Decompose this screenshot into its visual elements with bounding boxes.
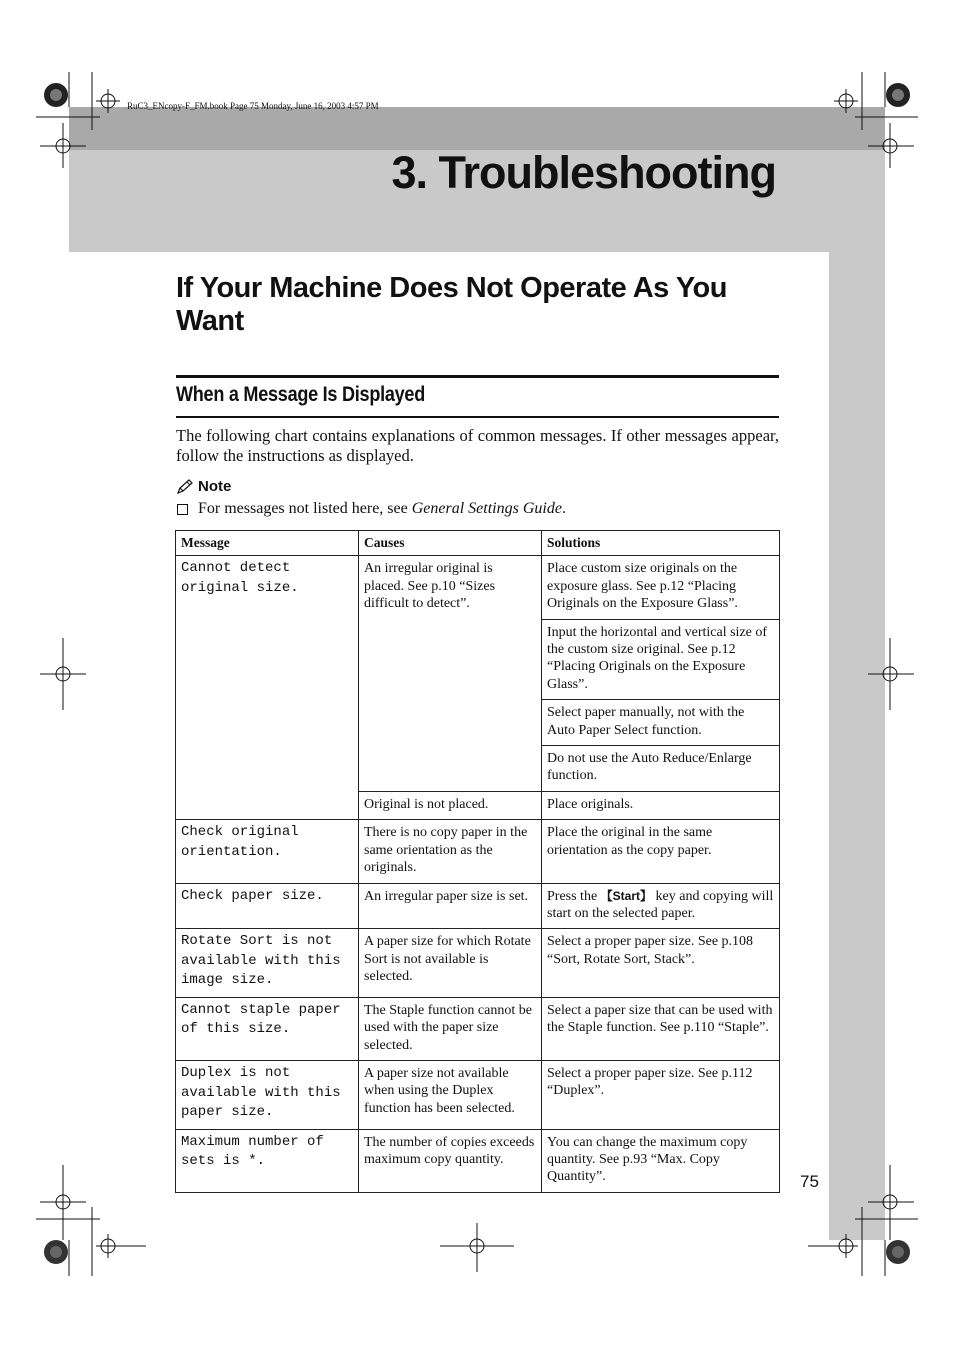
table-row <box>176 1061 780 1130</box>
solution-cell: Place custom size originals on the exposure glass. See p.12 “Placing Originals on the Exposure Glass”. <box>542 556 780 619</box>
solution-cell: Select a paper size that can be used with the Staple function. See p.110 “Staple”. <box>542 997 780 1060</box>
table-row <box>176 929 780 998</box>
note-label: Note <box>198 478 232 495</box>
table-header-row <box>176 531 780 556</box>
checkbox-icon <box>177 504 188 515</box>
note-item-reference: General Settings Guide <box>411 500 562 517</box>
header-message: Message <box>176 531 359 556</box>
message-cell: Check original orientation. <box>176 820 359 883</box>
subsection-title: When a Message Is Displayed <box>176 383 425 406</box>
cause-cell: The Staple function cannot be used with the paper size selected. <box>359 997 542 1060</box>
cause-cell: An irregular paper size is set. <box>359 883 542 929</box>
note-item-prefix: For messages not listed here, see <box>198 500 412 517</box>
table-row <box>176 1129 780 1192</box>
intro-paragraph: The following chart contains explanations of common messages. If other messages appear, follow the instructions as displayed. <box>176 426 779 465</box>
note-heading <box>176 478 231 495</box>
header-solutions: Solutions <box>542 531 780 556</box>
chapter-title: 3. Troubleshooting <box>391 147 776 198</box>
cause-cell: Original is not placed. <box>359 791 542 819</box>
header-causes: Causes <box>359 531 542 556</box>
solution-cell <box>542 883 780 929</box>
table-row <box>176 997 780 1060</box>
note-item <box>176 500 566 518</box>
message-cell: Duplex is not available with this paper size. <box>176 1061 359 1130</box>
solution-text-post: key and copying will start on the selected paper. <box>547 888 774 921</box>
solution-cell: Select a proper paper size. See p.108 “Sort, Rotate Sort, Stack”. <box>542 929 780 998</box>
page-number: 75 <box>800 1172 819 1191</box>
table-row <box>176 820 780 883</box>
solution-cell: Select paper manually, not with the Auto Paper Select function. <box>542 700 780 746</box>
note-item-suffix: . <box>561 500 566 517</box>
solution-cell: Do not use the Auto Reduce/Enlarge function. <box>542 746 780 792</box>
cause-cell: A paper size not available when using the Duplex function has been selected. <box>359 1061 542 1130</box>
subsection-top-rule <box>176 375 779 378</box>
message-cell: Maximum number of sets is *. <box>176 1129 359 1192</box>
solution-cell: You can change the maximum copy quantity. See p.93 “Max. Copy Quantity”. <box>542 1129 780 1192</box>
cause-cell: An irregular original is placed. See p.10 “Sizes difficult to detect”. <box>359 556 542 791</box>
solution-cell: Place the original in the same orientation as the copy paper. <box>542 820 780 883</box>
solution-cell: Input the horizontal and vertical size of the custom size original. See p.12 “Placing Originals on the Exposure Glass”. <box>542 619 780 700</box>
table-row <box>176 556 780 619</box>
message-cell: Rotate Sort is not available with this image size. <box>176 929 359 998</box>
print-header: RuC3_ENcopy-F_FM.book Page 75 Monday, June 16, 2003 4:57 PM <box>127 101 379 111</box>
cause-cell: There is no copy paper in the same orientation as the originals. <box>359 820 542 883</box>
section-title: If Your Machine Does Not Operate As You Want <box>176 272 727 337</box>
message-cell: Cannot staple paper of this size. <box>176 997 359 1060</box>
cause-cell: The number of copies exceeds maximum copy quantity. <box>359 1129 542 1192</box>
message-cell: Cannot detect original size. <box>176 556 359 820</box>
start-key-label: 【Start】 <box>600 888 653 903</box>
solution-text-pre: Press the <box>547 888 601 904</box>
table-row <box>176 883 780 929</box>
message-cell: Check paper size. <box>176 883 359 929</box>
pencil-icon <box>176 479 194 495</box>
solution-cell: Place originals. <box>542 791 780 819</box>
message-table <box>175 530 780 1193</box>
subsection-bottom-rule <box>176 416 779 418</box>
cause-cell: A paper size for which Rotate Sort is not available is selected. <box>359 929 542 998</box>
solution-cell: Select a proper paper size. See p.112 “Duplex”. <box>542 1061 780 1130</box>
